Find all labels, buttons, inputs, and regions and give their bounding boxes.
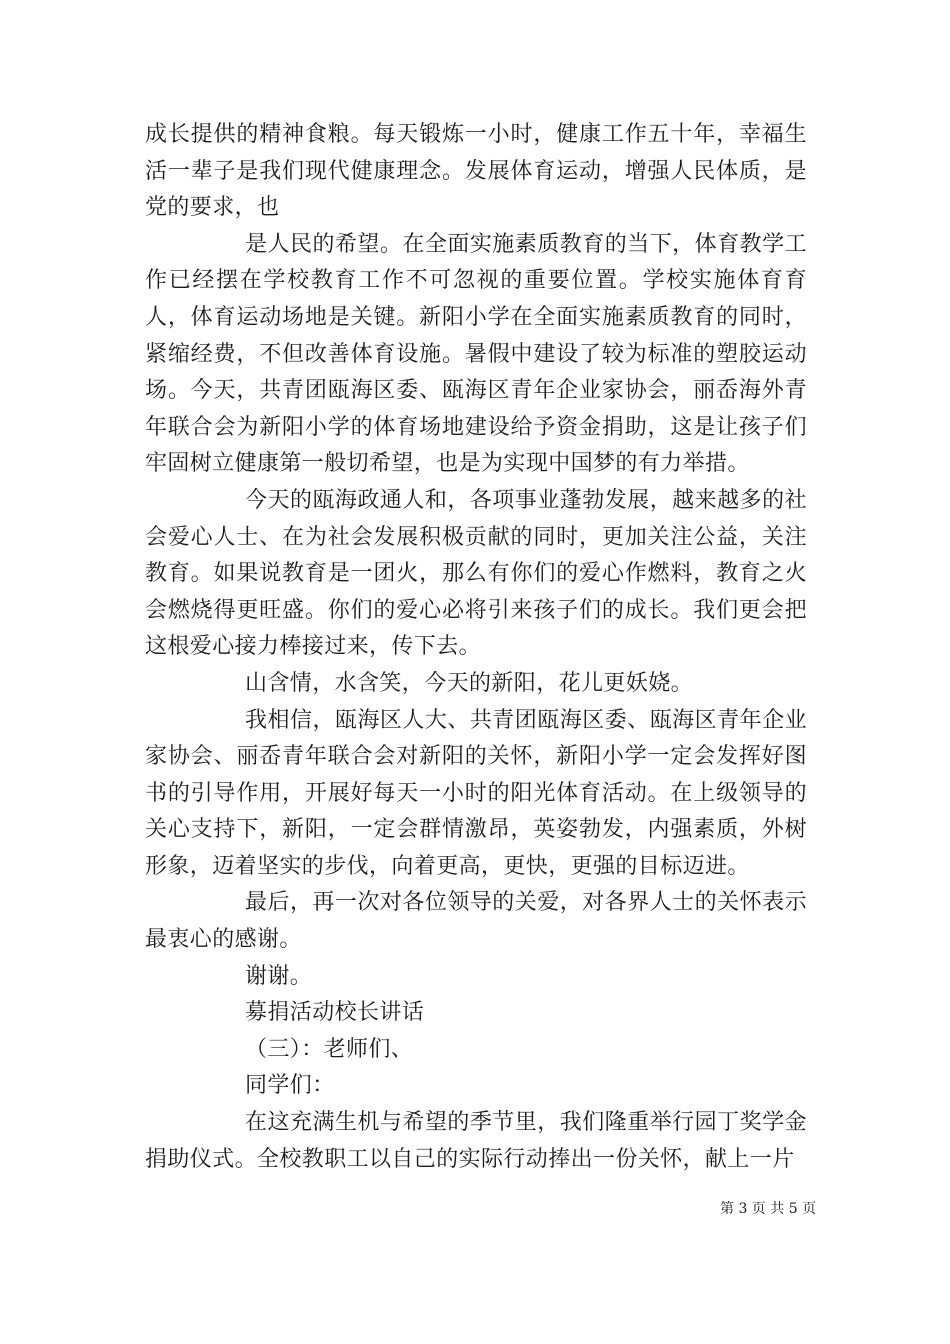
section-subheading: （三）：老师们、 xyxy=(245,1036,414,1062)
salutation: 同学们： xyxy=(245,1073,335,1099)
document-body xyxy=(145,117,807,1178)
paragraph-8: 在这充满生机与希望的季节里，我们隆重举行园丁奖学金捐助仪式。全校教职工以自己的实际行动捧出一份关怀，献上一片 xyxy=(145,1110,807,1172)
paragraph-5: 我相信，瓯海区人大、共青团瓯海区委、瓯海区青年企业家协会、丽岙青年联合会对新阳的关怀，新阳小学一定会发挥好图书的引导作用，开展好每天一小时的阳光体育活动。在上级领导的关心支持下，新阳，一定会群情激昂，英姿勃发，内强素质，外树形象，迈着坚实的步伐，向着更高，更快，更强的目标迈进。 xyxy=(145,707,807,879)
paragraph-3: 今天的瓯海政通人和，各项事业蓬勃发展，越来越多的社会爱心人士、在为社会发展积极贡献的同时，更加关注公益，关注教育。如果说教育是一团火，那么有你们的爱心作燃料，教育之火会燃烧得更旺盛。你们的爱心必将引来孩子们的成长。我们更会把这根爱心接力棒接过来，传下去。 xyxy=(145,487,807,660)
page-number: 第 3 页 共 5 页 xyxy=(720,1201,817,1217)
section-heading: 募捐活动校长讲话 xyxy=(245,1000,425,1026)
paragraph-2: 是人民的希望。在全面实施素质教育的当下，体育教学工作已经摆在学校教育工作不可忽视的重要位置。学校实施体育育人，体育运动场地是关键。新阳小学在全面实施素质教育的同时，紧缩经费，不但改善体育设施。暑假中建设了较为标准的塑胶运动场。今天，共青团瓯海区委、瓯海区青年企业家协会，丽岙海外青年联合会为新阳小学的体育场地建设给予资金捐助，这是让孩子们牢固树立健康第一般切希望，也是为实现中国梦的有力举措。 xyxy=(145,231,807,477)
paragraph-6: 最后，再一次对各位领导的关爱，对各界人士的关怀表示最衷心的感谢。 xyxy=(145,890,807,953)
paragraph-7: 谢谢。 xyxy=(245,963,313,989)
paragraph-1: 成长提供的精神食粮。每天锻炼一小时，健康工作五十年，幸福生活一辈子是我们现代健康理念。发展体育运动，增强人民体质，是党的要求，也 xyxy=(145,122,807,221)
paragraph-4: 山含情，水含笑，今天的新阳，花儿更妖娆。 xyxy=(245,670,694,696)
